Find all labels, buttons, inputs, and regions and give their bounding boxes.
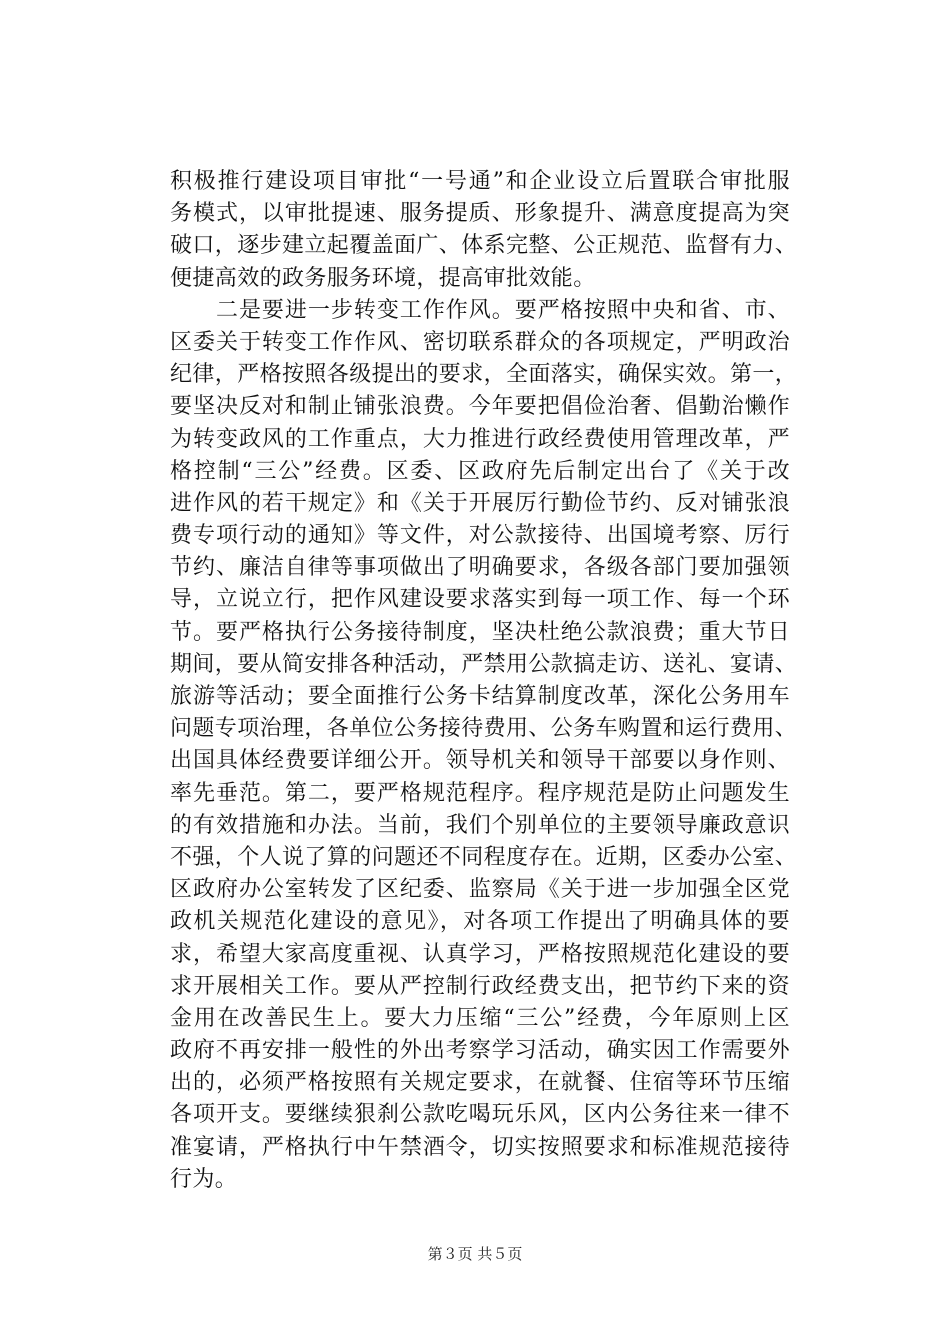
text-line: 问题专项治理，各单位公务接待费用、公务车购置和运行费用、 — [170, 716, 798, 742]
text-line: 求，希望大家高度重视、认真学习，严格按照规范化建设的要 — [170, 941, 790, 967]
text-line: 二是要进一步转变工作作风。要严格按照中央和省、市、 — [170, 297, 790, 323]
text-line: 准宴请，严格执行中午禁酒令，切实按照要求和标准规范接待 — [170, 1134, 790, 1160]
text-line: 为转变政风的工作重点，大力推进行政经费使用管理改革，严 — [170, 426, 790, 452]
text-line: 出国具体经费要详细公开。领导机关和领导干部要以身作则、 — [170, 748, 790, 774]
text-line: 区委关于转变工作作风、密切联系群众的各项规定，严明政治 — [170, 329, 790, 355]
text-line: 行为。 — [170, 1166, 238, 1192]
text-line: 出的，必须严格按照有关规定要求，在就餐、住宿等环节压缩 — [170, 1070, 790, 1096]
text-line: 格控制“三公”经费。区委、区政府先后制定出台了《关于改 — [170, 458, 790, 484]
text-line: 区政府办公室转发了区纪委、监察局《关于进一步加强全区党 — [170, 877, 790, 903]
text-line: 政府不再安排一般性的外出考察学习活动，确实因工作需要外 — [170, 1038, 790, 1064]
text-line: 务模式，以审批提速、服务提质、形象提升、满意度提高为突 — [170, 201, 790, 227]
text-line: 费专项行动的通知》等文件，对公款接待、出国境考察、厉行 — [170, 523, 790, 549]
text-line: 破口，逐步建立起覆盖面广、体系完整、公正规范、监督有力、 — [170, 233, 798, 259]
text-line: 便捷高效的政务服务环境，提高审批效能。 — [170, 265, 596, 291]
text-line: 导，立说立行，把作风建设要求落实到每一项工作、每一个环 — [170, 587, 790, 613]
text-line: 旅游等活动；要全面推行公务卡结算制度改革，深化公务用车 — [170, 684, 790, 709]
text-line: 率先垂范。第二，要严格规范程序。程序规范是防止问题发生 — [170, 780, 790, 806]
text-line: 进作风的若干规定》和《关于开展厉行勤俭节约、反对铺张浪 — [170, 490, 790, 516]
text-line: 不强，个人说了算的问题还不同程度存在。近期，区委办公室、 — [170, 844, 798, 870]
text-line: 要坚决反对和制止铺张浪费。今年要把倡俭治奢、倡勤治懒作 — [170, 394, 790, 420]
text-line: 期间，要从简安排各种活动，严禁用公款搞走访、送礼、宴请、 — [170, 651, 798, 677]
text-line: 积极推行建设项目审批“一号通”和企业设立后置联合审批服 — [170, 169, 790, 194]
text-line: 金用在改善民生上。要大力压缩“三公”经费，今年原则上区 — [170, 1005, 790, 1031]
body-text — [170, 166, 798, 1196]
text-line: 的有效措施和办法。当前，我们个别单位的主要领导廉政意识 — [170, 812, 790, 838]
text-line: 节约、廉洁自律等事项做出了明确要求，各级各部门要加强领 — [170, 555, 790, 581]
page-footer: 第３页 共５页 — [427, 1245, 523, 1263]
text-line: 节。要严格执行公务接待制度，坚决杜绝公款浪费；重大节日 — [170, 619, 790, 645]
text-line: 政机关规范化建设的意见》，对各项工作提出了明确具体的要 — [170, 909, 790, 935]
text-line: 纪律，严格按照各级提出的要求，全面落实，确保实效。第一， — [170, 362, 798, 388]
text-line: 求开展相关工作。要从严控制行政经费支出，把节约下来的资 — [170, 973, 790, 999]
text-line: 各项开支。要继续狠刹公款吃喝玩乐风，区内公务往来一律不 — [170, 1102, 790, 1128]
